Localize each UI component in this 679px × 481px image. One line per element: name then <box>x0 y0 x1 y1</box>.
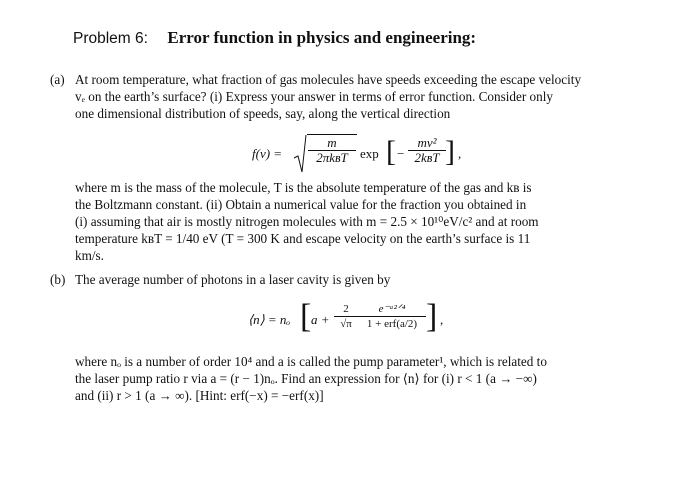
eq-frac2-num: e⁻ᵃ²ᐟ⁴ <box>358 302 426 317</box>
part-a-after-5: km/s. <box>75 248 104 263</box>
part-b-line: The average number of photons in a laser cavity is given by <box>75 272 391 287</box>
eq-n-tail: , <box>440 312 444 327</box>
part-a-after-4: temperature kʙT = 1/40 eV (T = 300 K and escape velocity on the earth’s surface is 11 <box>75 231 531 246</box>
sqrt-sign-icon <box>293 134 307 174</box>
right-bracket-b: ] <box>426 298 438 335</box>
part-a-after-1: where m is the mass of the molecule, T is the absolute temperature of the gas and kʙ is <box>75 180 532 195</box>
part-a-after-2: the Boltzmann constant. (ii) Obtain a numerical value for the fraction you obtained in <box>75 197 527 212</box>
part-b-after-1: where nₒ is a number of order 10⁴ and a is called the pump parameter¹, which is related to <box>75 354 547 369</box>
left-bracket: [ <box>386 135 396 168</box>
part-a-line-3: one dimensional distribution of speeds, say, along the vertical direction <box>75 106 451 121</box>
eq-frac1-den: √π <box>340 318 352 330</box>
left-bracket-b: [ <box>300 298 312 335</box>
problem-label: Problem 6: <box>73 30 148 47</box>
part-b-after-2: the laser pump ratio r via a = (r − 1)nₒ. Find an expression for ⟨n⟩ for (i) r < 1 (a → −∞) <box>75 371 537 386</box>
equation-fv <box>252 132 462 176</box>
problem-title: Error function in physics and engineering: <box>167 28 477 47</box>
part-b-marker: (b) <box>50 272 66 287</box>
part-a-line-2: vₑ on the earth’s surface? (i) Express your answer in terms of error function. Consider only <box>75 89 553 104</box>
eq-frac1-num: 2 <box>334 302 358 317</box>
eq-fv-tail: , <box>458 146 462 161</box>
eq-sqrt-fraction <box>308 136 356 165</box>
eq-frac2-den: 1 + erf(a/2) <box>366 318 418 330</box>
eq-exp-num: mv² <box>408 136 446 151</box>
part-a-marker: (a) <box>50 72 65 87</box>
equation-photons <box>248 296 448 344</box>
right-bracket: ] <box>445 135 455 168</box>
part-a-after-3: (i) assuming that air is mostly nitrogen molecules with m = 2.5 × 10¹⁰eV/c² and at room <box>75 214 539 229</box>
eq-exp: exp <box>360 146 379 161</box>
problem-heading <box>73 28 476 48</box>
eq-n-lhs: ⟨n⟩ = nₒ <box>248 312 291 327</box>
eq-exp-den: 2kʙT <box>414 150 440 165</box>
eq-exp-fraction <box>408 136 446 165</box>
eq-frac-exp-erf <box>358 302 426 331</box>
eq-fv-lhs: f(v) = <box>252 146 283 161</box>
part-a-line-1: At room temperature, what fraction of gas molecules have speeds exceeding the escape velocity <box>75 72 582 87</box>
eq-frac-2-sqrtpi <box>334 302 358 331</box>
part-b-after-3: and (ii) r > 1 (a → ∞). [Hint: erf(−x) = −erf(x)] <box>75 388 324 403</box>
eq-sqrt-den: 2πkʙT <box>316 150 348 165</box>
eq-a-plus: a + <box>311 312 330 327</box>
minus-sign: − <box>397 146 405 161</box>
eq-sqrt-num: m <box>308 136 356 151</box>
